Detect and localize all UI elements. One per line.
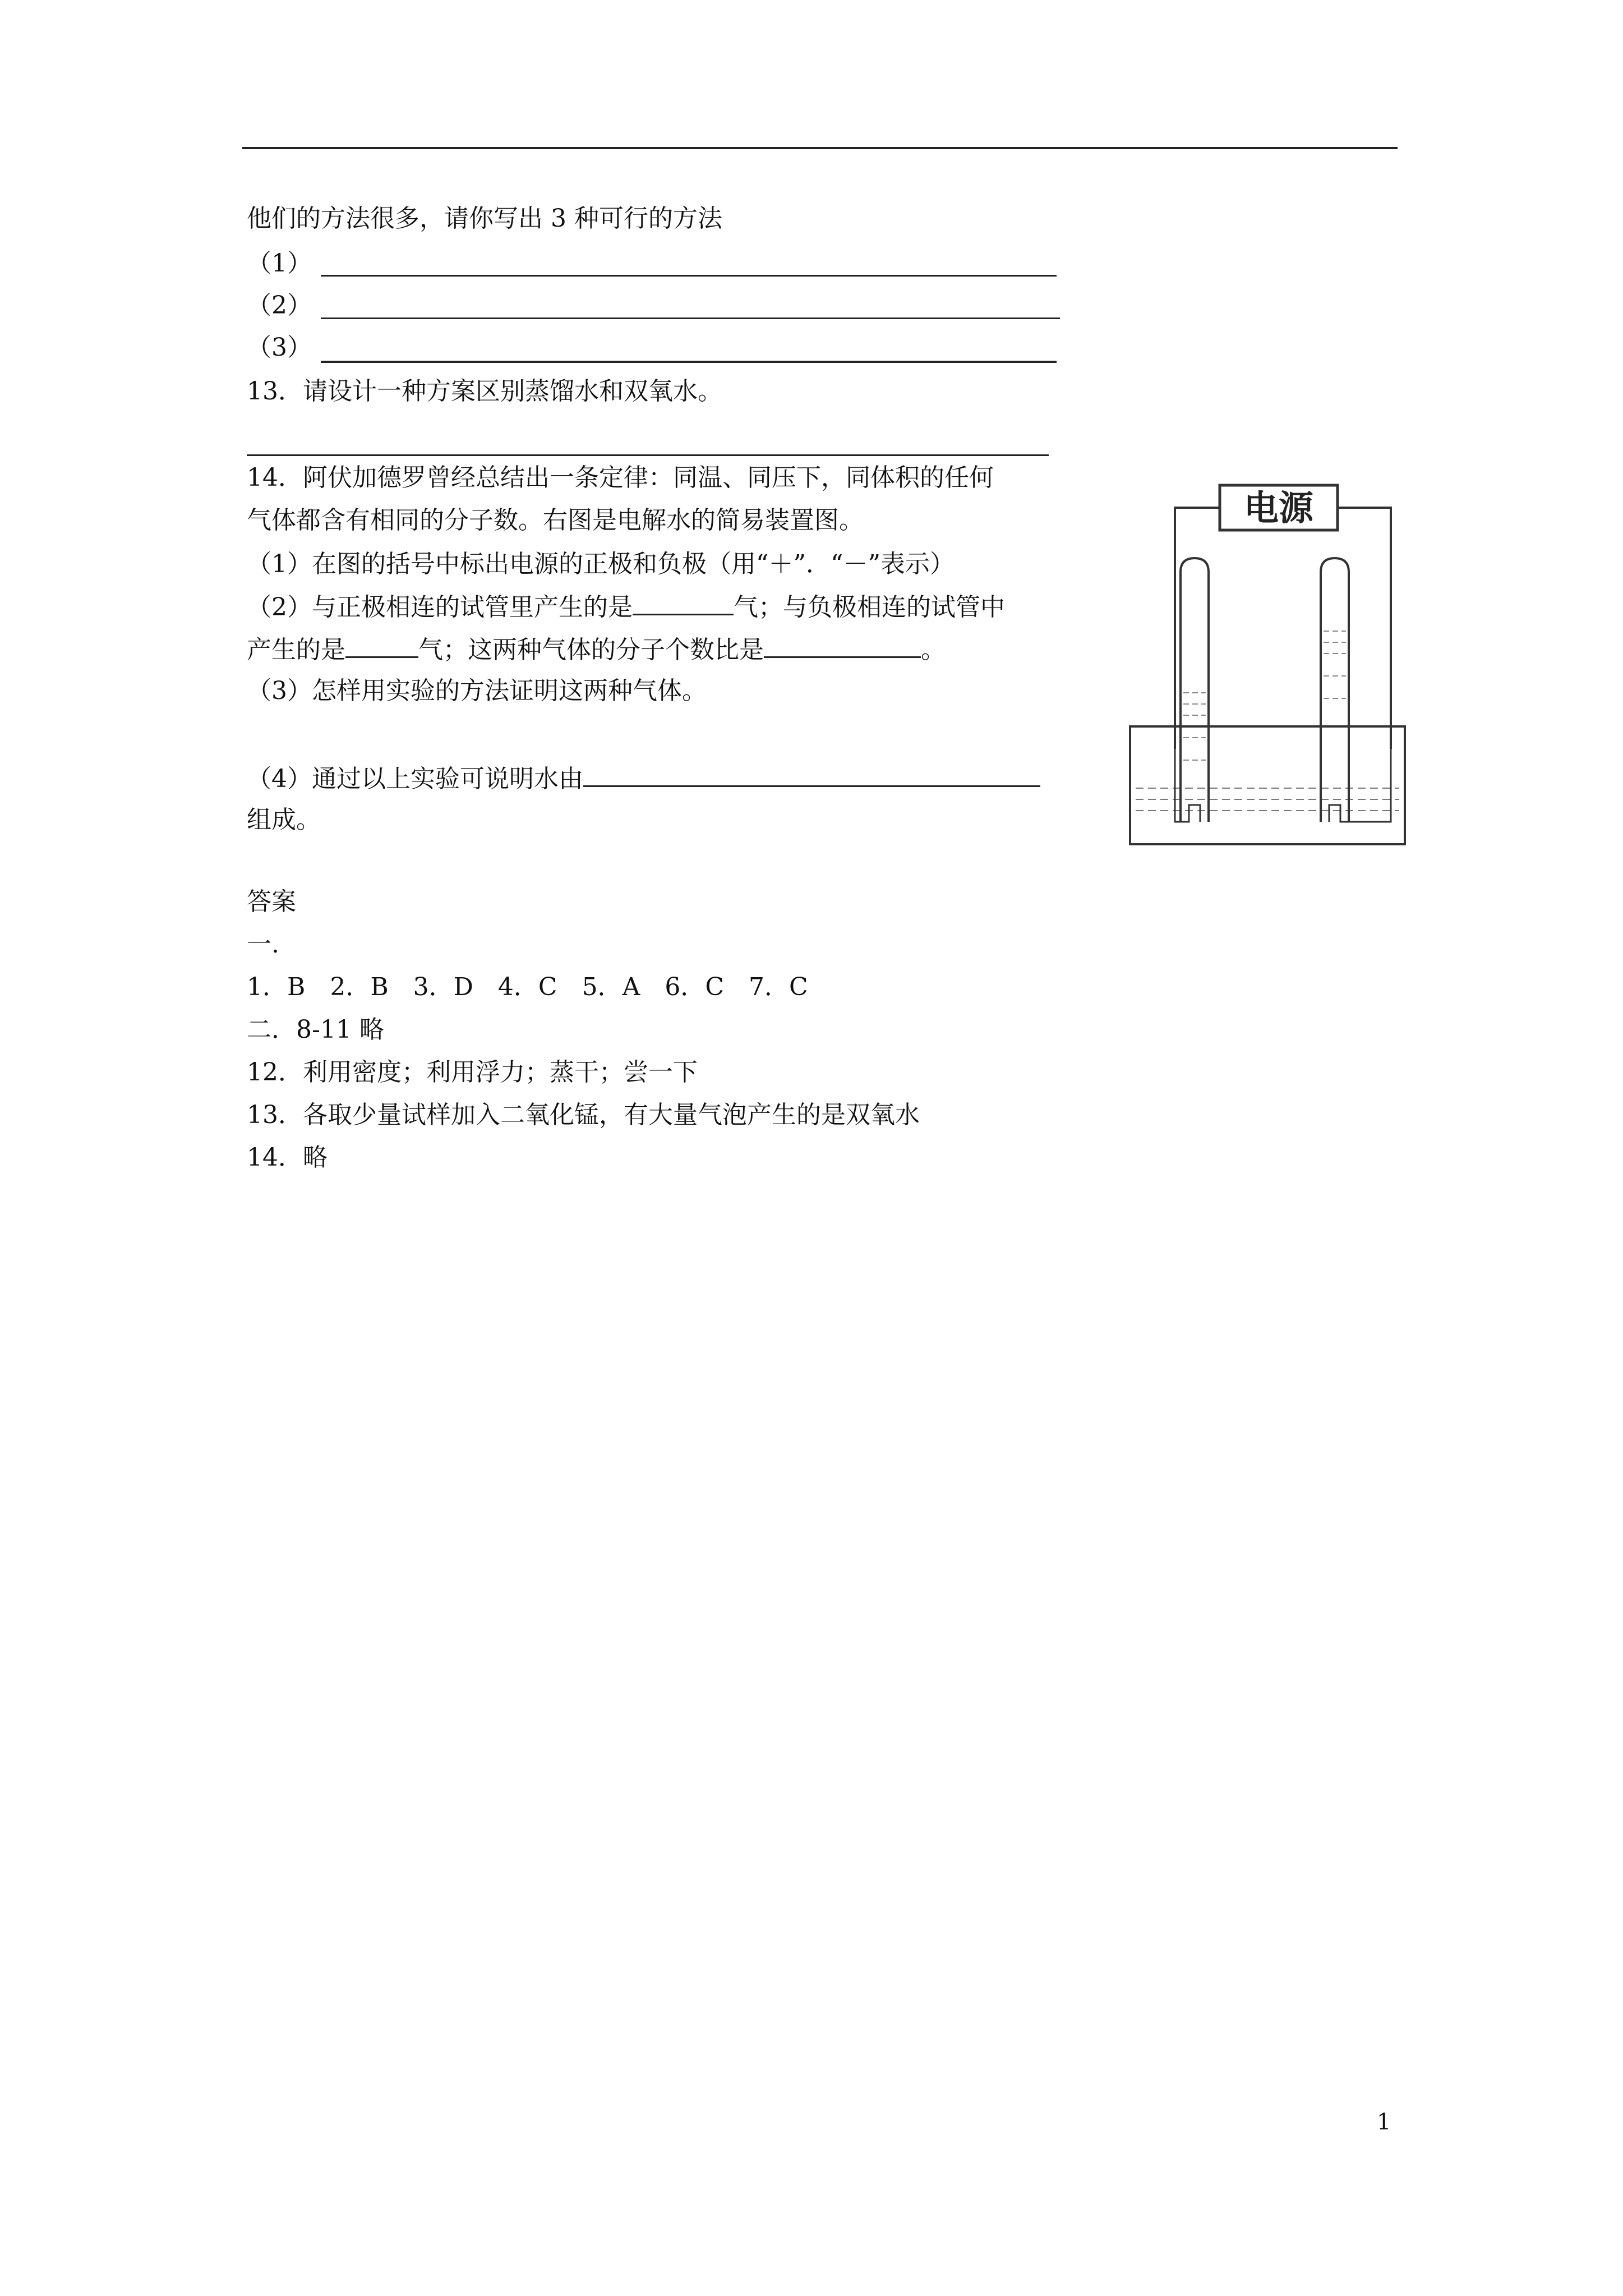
right-test-tube [1321,558,1349,822]
left-test-tube [1181,558,1209,822]
right-tube-water [1324,631,1346,698]
question-14-part-4 [247,761,1040,796]
question-13: 13．请设计一种方案区别蒸馏水和双氧水。 [247,377,722,406]
answers-section-1: 一. [247,930,279,959]
part-2-text-e: 。 [921,636,946,664]
question-14-part-2-line-1 [247,589,1005,624]
part-2-text-d: 气；这两种气体的分子个数比是 [418,636,764,664]
water-trough [1130,726,1405,844]
answer-13: 13．各取少量试样加入二氧化锰，有大量气泡产生的是双氧水 [247,1101,920,1129]
page-number: 1 [1377,2109,1391,2135]
answer-12: 12．利用密度；利用浮力；蒸干；尝一下 [247,1058,698,1087]
method-item-3 [247,331,312,365]
part-2-text-a: （2）与正极相连的试管里产生的是 [247,593,633,622]
question-14-intro-1: 14．阿伏加德罗曾经总结出一条定律：同温、同压下，同体积的任何 [247,463,994,492]
question-14-part-2-line-2 [247,632,946,667]
ratio-blank[interactable] [764,632,921,658]
answer-14: 14．略 [247,1143,328,1172]
header-rule [242,147,1398,149]
method-item-2 [247,289,312,323]
answers-title: 答案 [247,887,296,916]
method-item-3-label: （3） [247,333,312,362]
electrolysis-apparatus-figure [1127,474,1408,853]
answers-section-2: 二．8-11 略 [247,1015,384,1044]
question-14-part-3: （3）怎样用实验的方法证明这两种气体。 [247,677,707,705]
part-2-text-b: 气；与负极相连的试管中 [734,593,1005,622]
question-14-intro-2: 气体都含有相同的分子数。右图是电解水的简易装置图。 [247,506,864,535]
question-14-part-4-end: 组成。 [247,806,321,834]
question-13-blank[interactable] [247,454,1049,456]
method-item-2-label: （2） [247,291,312,320]
answers-choices: 1．B 2．B 3．D 4．C 5．A 6．C 7．C [247,973,808,1001]
right-wire [1338,508,1391,749]
positive-gas-blank[interactable] [633,589,734,615]
methods-intro: 他们的方法很多，请你写出 3 种可行的方法 [247,204,722,233]
question-14-part-1: （1）在图的括号中标出电源的正极和负极（用“＋”．“－”表示） [247,550,955,578]
method-item-3-blank[interactable] [321,361,1057,363]
method-item-1-label: （1） [247,249,312,278]
part-2-text-c: 产生的是 [247,636,345,664]
composition-blank[interactable] [583,761,1040,787]
part-4-text-a: （4）通过以上实验可说明水由 [247,765,583,793]
method-item-1-blank[interactable] [321,275,1057,277]
method-item-1 [247,247,312,280]
power-source-label: 电源 [1243,489,1314,528]
method-item-2-blank[interactable] [321,318,1060,319]
negative-gas-blank[interactable] [345,632,418,658]
